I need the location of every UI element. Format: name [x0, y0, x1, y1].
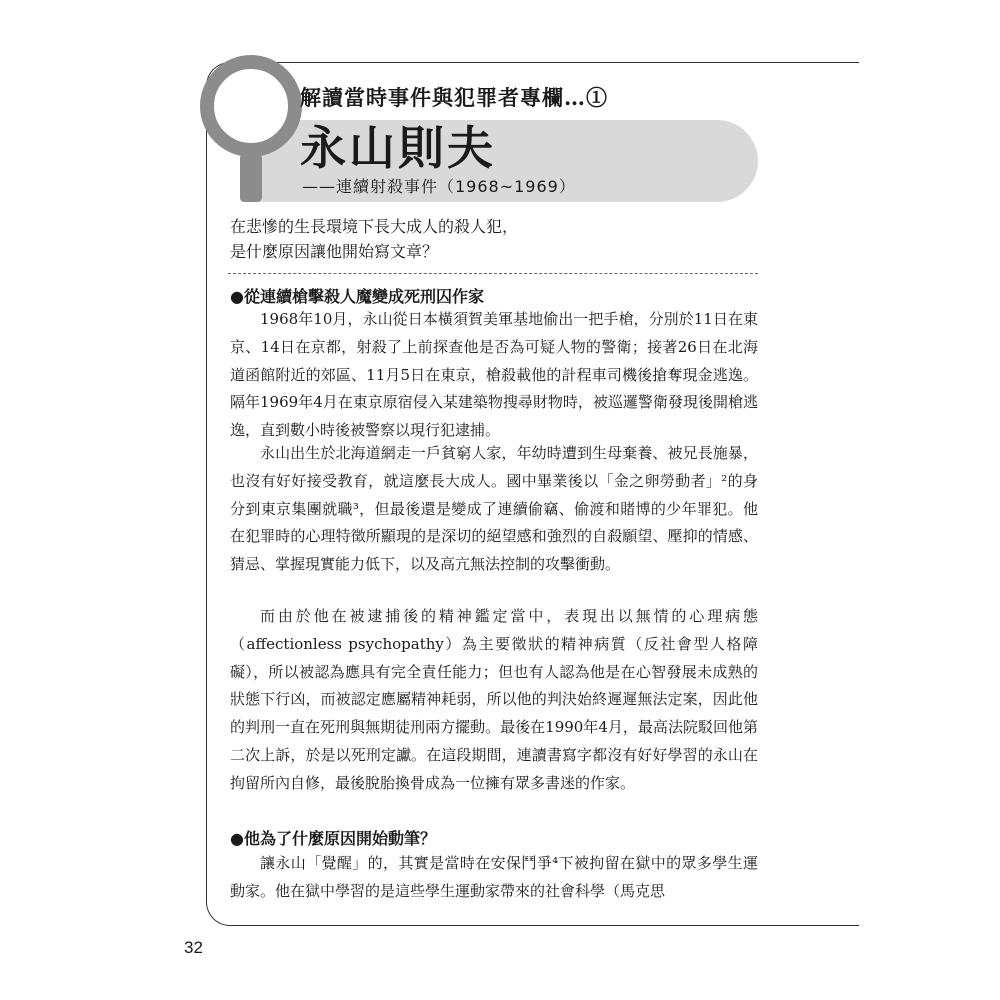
section-heading: ●他為了什麼原因開始動筆？	[230, 829, 436, 848]
case-subtitle: ——連續射殺事件（1968~1969）	[302, 177, 576, 196]
lead-text	[230, 214, 518, 264]
body-paragraph: 而由於他在被逮捕後的精神鑑定當中，表現出以無情的心理病態（affectionless psychopathy）為主要徵狀的精神病質（反社會型人格障礙），所以被認為應具有完全責任能力；但也有人認為他是在心智發展未成熟的狀態下行凶，而被認定應屬精神耗弱，所以他的判決始終遲遲無法定案，因此他的判刑一直在死刑與無期徒刑兩方擺動。最後在1990年4月，最高法院駁回他第二次上訴，於是以死刑定讞。在這段期間，連讀書寫字都沒有好好學習的永山在拘留所內自修，最後脫胎換骨成為一位擁有眾多書迷的作家。	[230, 607, 758, 792]
person-name: 永山則夫	[300, 121, 496, 175]
divider	[228, 273, 758, 274]
series-title: 解讀當時事件與犯罪者專欄…①	[300, 85, 608, 110]
lead-line: 在悲慘的生長環境下長大成人的殺人犯，	[230, 217, 519, 236]
body-paragraph: 讓永山「覺醒」的，其實是當時在安保鬥爭⁴下被拘留在獄中的眾多學生運動家。他在獄中學習的是這些學生運動家帶來的社會科學（馬克思	[230, 854, 758, 900]
section-heading: ●從連續槍擊殺人魔變成死刑囚作家	[230, 287, 484, 306]
body-paragraph: 1968年10月，永山從日本橫須賀美軍基地偷出一把手槍，分別於11日在東京、14日在京都，射殺了上前探查他是否為可疑人物的警衛；接著26日在北海道函館附近的郊區、11月5日在東京，槍殺載他的計程車司機後搶奪現金逃逸。隔年1969年4月在東京原宿侵入某建築物搜尋財物時，被巡邏警衛發現後開槍逃逸，直到數小時後被警察以現行犯逮捕。	[230, 310, 758, 440]
magnifying-glass-icon	[196, 54, 306, 204]
lead-line: 是什麼原因讓他開始寫文章？	[230, 242, 439, 261]
page-number: 32	[184, 938, 203, 957]
body-paragraph: 永山出生於北海道網走一戶貧窮人家，年幼時遭到生母棄養、被兄長施暴，也沒有好好接受教育，就這麼長大成人。國中畢業後以「金之卵勞動者」²的身分到東京集團就職³，但最後還是變成了連續偷竊、偷渡和賭博的少年罪犯。他在犯罪時的心理特徵所顯現的是深切的絕望感和強烈的自殺願望、壓抑的情感、猜忌、掌握現實能力低下，以及高亢無法控制的攻擊衝動。	[230, 444, 758, 574]
